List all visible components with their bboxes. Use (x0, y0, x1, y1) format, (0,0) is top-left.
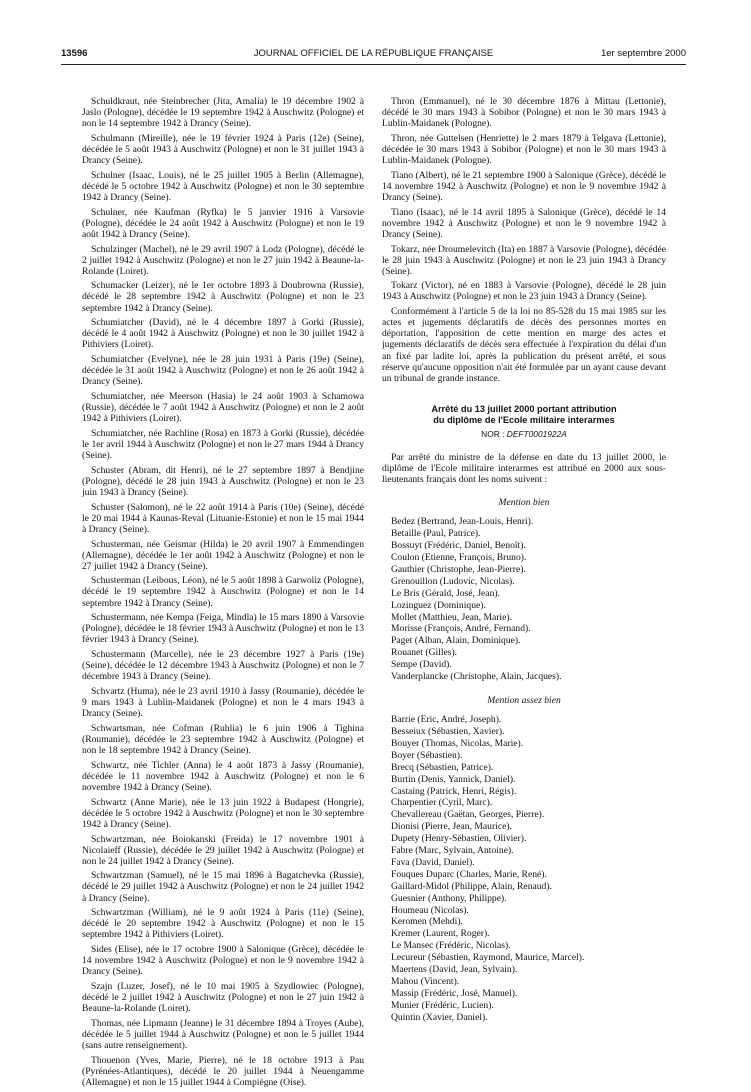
death-notice-entry: Schulmann (Mireille), née le 19 février 1924 à Paris (12e) (Seine), décédée le 5 août 1943 à Auschwitz (Pologne) et non le 31 juillet 1943 à Drancy (Seine). (82, 132, 364, 167)
death-notice-entry: Tiano (Albert), né le 21 septembre 1900 à Salonique (Grèce), décédé le 14 novembre 1942 à Auschwitz (Pologne) et non le 9 novembre 1942 à Drancy (Seine). (382, 169, 666, 203)
death-notice-entry: Schusterman (Leibous, Léon), né le 5 août 1898 à Garwoliz (Pologne), décédé le 19 septembre 1942 à Auschwitz (Pologne) et non le 14 septembre 1942 à Drancy (Seine). (82, 575, 364, 609)
graduate-name: Burtin (Denis, Yannick, Daniel). (391, 773, 516, 785)
page-header (61, 48, 686, 64)
graduate-name: Morisse (François, André, Fernand). (391, 623, 531, 635)
death-notice-entry: Schwartzman (William), né le 9 août 1924 à Paris (11e) (Seine), décédé le 20 septembre 1942 à Auschwitz (Pologne) et non le 15 septembre 1942 à Pithiviers (Loiret). (82, 907, 364, 941)
closing-paragraph: Conformément à l'article 5 de la loi no 85-528 du 15 mai 1985 sur les actes et jugements déclaratifs de décès des personnes mortes en déportation, l'apposition de cette mention en marge des actes et jugements déclaratifs de décès sera effectuée à l'expiration du délai d'un an fixé par ladite loi, après la publication du présent arrêté, et sous réserve qu'aucune opposition n'ait été formulée par un ayant cause devant un tribunal de grande instance. (382, 306, 666, 384)
death-notice-entry: Tiano (Isaac), né le 14 avril 1895 à Salonique (Grèce), décédé le 14 novembre 1942 à Auschwitz (Pologne) et non le 9 novembre 1942 à Drancy (Seine). (382, 206, 666, 240)
death-notice-entry: Thron, née Guttelsen (Henriette) le 2 mars 1879 à Telgava (Lettonie), décédée le 30 mars 1943 à Sobibor (Pologne) et non le 30 mars 1943 à Lublin-Maidanek (Pologne). (382, 132, 666, 167)
death-notice-entry: Tokarz, née Droumelevitch (Ita) en 1887 à Varsovie (Pologne), décédée le 28 juin 1943 à Auschwitz (Pologne) et non le 23 juin 1943 à Drancy (Seine). (382, 243, 666, 277)
death-notice-entry: Schuster (Salomon), né le 22 août 1914 à Paris (10e) (Seine), décédé le 20 mai 1944 à Kaunas-Reval (Lituanie-Estonie) et non le 15 mai 1944 à Drancy (Seine). (82, 501, 364, 535)
arrete-title-line-2: du diplôme de l'Ecole militaire interarmes (433, 414, 615, 425)
death-notice-entry: Schwartzman (Samuel), né le 15 mai 1896 à Bagatchevka (Russie), décédé le 29 juillet 1942 à Auschwitz (Pologne) et non le 24 juillet 1942 à Drancy (Seine). (82, 870, 364, 904)
death-notice-entry: Schwartsman, née Cofman (Ruhlia) le 6 juin 1906 à Tighina (Roumanie), décédée le 23 septembre 1942 à Auschwitz (Pologne) et non le 18 septembre 1942 à Drancy (Seine). (82, 722, 364, 757)
graduate-name: Maertens (David, Jean, Sylvain). (391, 964, 518, 976)
death-notice-entry: Szajn (Luzer, Josef), né le 10 mai 1905 à Szydlowiec (Pologne), décédé le 2 juillet 1942 à Auschwitz (Pologne) et non le 27 juin 1942 à Beaune-la-Rolande (Loiret). (82, 981, 364, 1015)
nor-label: NOR : (481, 428, 505, 439)
graduate-name: Fabre (Marc, Sylvain, Antoine). (391, 845, 514, 857)
graduate-name: Kremer (Laurent, Roger). (391, 928, 490, 940)
death-notice-entry: Schuldkraut, née Steinbrecher (Jita, Amalia) le 19 décembre 1902 à Jaslo (Pologne), décédée le 19 septembre 1942 à Auschwitz (Pologne) et non le 14 septembre 1942 à Drancy (Seine). (82, 96, 364, 130)
mention-assez-bien-heading: Mention assez bien (487, 694, 561, 706)
journal-title: JOURNAL OFFICIEL DE LA RÉPUBLIQUE FRANÇAISE (253, 48, 494, 59)
graduate-name: Grenouillon (Ludovic, Nicolas). (391, 575, 515, 587)
publication-date: 1er septembre 2000 (600, 48, 686, 59)
right-column (382, 96, 666, 1024)
graduate-name: Rouanet (Gilles). (391, 647, 458, 659)
graduate-name: Keromen (Mehdi). (391, 916, 463, 928)
arrete-intro: Par arrêté du ministre de la défense en date du 13 juillet 2000, le diplôme de l'Ecole militaire interarmes est attribué en 2000 aux sous-lieutenants français dont les noms suivent : (382, 451, 666, 486)
death-notice-entry: Schumiatcher, née Rachline (Rosa) en 1873 à Gorki (Russie), décédée le 1er avril 1944 à Auschwitz (Pologne) et non le 27 mars 1944 à Drancy (Seine). (82, 427, 364, 462)
death-notice-entry: Schwartz (Anne Marie), née le 13 juin 1922 à Budapest (Hongrie), décédée le 5 octobre 1942 à Auschwitz (Pologne) et non le 30 septembre 1942 à Drancy (Seine). (82, 796, 364, 830)
death-notice-entry: Schuster (Abram, dit Henri), né le 27 septembre 1897 à Bendjine (Pologne), décédé le 28 juin 1943 à Auschwitz (Pologne) et non le 23 juin 1943 à Drancy (Seine). (82, 464, 364, 498)
graduate-name: Massip (Frédéric, José, Manuel). (391, 987, 518, 999)
death-notice-entry: Thouenon (Yves, Marie, Pierre), né le 18 octobre 1913 à Pau (Pyrénées-Atlantiques), décédé le 20 juillet 1944 à Neuengamme (Allemagne) et non le 15 juillet 1944 à Compiègne (Oise). (82, 1054, 364, 1088)
mention-bien-list (382, 516, 666, 683)
nor-reference (382, 429, 666, 440)
graduate-name: Lecureur (Sébastien, Raymond, Maurice, Marcel). (391, 952, 585, 964)
graduate-name: Vanderplancke (Christophe, Alain, Jacques). (391, 671, 562, 683)
arrete-title-line-1: Arrêté du 13 juillet 2000 portant attribution (431, 403, 617, 414)
graduate-name: Sempe (David). (391, 659, 452, 671)
nor-code: DEFT0001922A (506, 428, 567, 439)
page-number: 13596 (61, 48, 88, 59)
death-notice-entry: Schwartz, née Tichler (Anna) le 4 août 1873 à Jassy (Roumanie), décédée le 11 novembre 1942 à Auschwitz (Pologne) et non le 6 novembre 1942 à Drancy (Seine). (82, 759, 364, 793)
graduate-name: Fava (David, Daniel). (391, 856, 475, 868)
death-notice-entry: Schumacker (Leizer), né le 1er octobre 1893 à Doubrowna (Russie), décédé le 28 septembre 1942 à Auschwitz (Pologne) et non le 23 septembre 1942 à Drancy (Seine). (82, 280, 364, 314)
mention-bien-heading: Mention bien (498, 497, 550, 509)
graduate-name: Brecq (Sébastien, Patrice). (391, 761, 494, 773)
death-notice-entry: Schumiatcher, née Meerson (Hasia) le 24 août 1903 à Schamowa (Russie), décédée le 7 août 1942 à Auschwitz (Pologne) et non le 2 août 1942 à Pithiviers (Loiret). (82, 391, 364, 425)
graduate-name: Mahou (Vincent). (391, 976, 460, 987)
death-notice-entry: Schulner (Isaac, Louis), né le 25 juillet 1905 à Berlin (Allemagne), décédé le 5 octobre 1942 à Auschwitz (Pologne) et non le 30 septembre 1942 à Drancy (Seine). (82, 169, 364, 203)
death-notice-entry: Tokarz (Victor), né en 1883 à Varsovie (Pologne), décédé le 28 juin 1943 à Auschwitz (Pologne) et non le 23 juin 1943 à Drancy (Seine). (382, 280, 666, 303)
death-notice-entry: Thron (Emmanuel), né le 30 décembre 1876 à Mittau (Lettonie), décédé le 30 mars 1943 à Sobibor (Pologne) et non le 30 mars 1943 à Lublin-Maidanek (Pologne). (382, 96, 666, 130)
graduate-name: Barrie (Eric, André, Joseph). (391, 714, 502, 726)
death-notice-entry: Schulner, née Kaufman (Ryfka) le 5 janvier 1916 à Varsovie (Pologne), décédée le 24 août 1942 à Auschwitz (Pologne) et non le 19 août 1942 à Drancy (Seine). (82, 206, 364, 240)
graduate-name: Munier (Frédéric, Lucien). (391, 999, 494, 1011)
header-rule (61, 64, 686, 65)
graduate-name: Bossuyt (Frédéric, Daniel, Benoît). (391, 540, 526, 552)
death-notice-entry: Thomas, née Lipmann (Jeanne) le 31 décembre 1894 à Troyes (Aube), décédée le 5 juillet 1944 à Auschwitz (Pologne) et non le 5 juillet 1944 (sans autre renseignement). (82, 1017, 364, 1052)
graduate-name: Fouques Duparc (Charles, Marie, René). (391, 868, 547, 880)
death-notice-entry: Schwartzman, née Boiokanski (Freida) le 17 novembre 1901 à Nicolaieff (Russie), décédée le 29 juillet 1942 à Auschwitz (Pologne) et non le 24 juillet 1942 à Drancy (Seine). (82, 833, 364, 867)
graduate-name: Quintin (Xavier, Daniel). (391, 1011, 488, 1023)
death-notice-entry: Schulzinger (Machel), né le 29 avril 1907 à Lodz (Pologne), décédé le 2 juillet 1942 à Auschwitz (Pologne) et non le 27 juin 1942 à Beaune-la-Rolande (Loiret). (82, 243, 364, 277)
death-notice-entry: Schustermann, née Kempa (Feiga, Mindla) le 15 mars 1890 à Varsovie (Pologne), décédée le 18 février 1943 à Auschwitz (Pologne) et non le 13 février 1943 à Drancy (Seine). (82, 612, 364, 646)
graduate-name: Coulon (Etienne, François, Bruno). (391, 552, 527, 563)
graduate-name: Le Bris (Gérald, José, Jean). (391, 587, 500, 599)
graduate-name: Dionisi (Pierre, Jean, Maurice). (391, 821, 512, 833)
graduate-name: Bouyer (Thomas, Nicolas, Marie). (391, 737, 524, 749)
graduate-name: Gaillard-Midol (Philippe, Alain, Renaud). (391, 880, 552, 892)
death-notice-entry: Schumiatcher (David), né le 4 décembre 1897 à Gorki (Russie), décédé le 4 août 1942 à Auschwitz (Pologne) et non le 30 juillet 1942 à Pithiviers (Loiret). (82, 317, 364, 351)
graduate-name: Charpentier (Cyril, Marc). (391, 797, 493, 809)
death-notices-list-continued (382, 96, 666, 303)
graduate-name: Guesnier (Anthony, Philippe). (391, 892, 507, 904)
graduate-name: Gauthier (Christophe, Jean-Pierre). (391, 563, 526, 575)
graduate-name: Paget (Alban, Alain, Dominique). (391, 635, 521, 647)
mention-assez-bien-list (382, 714, 666, 1024)
death-notice-entry: Schumiatcher (Evelyne), née le 28 juin 1931 à Paris (19e) (Seine), décédée le 31 août 1942 à Auschwitz (Pologne) et non le 26 août 1942 à Drancy (Seine). (82, 354, 364, 388)
graduate-name: Dupety (Henry-Sébastien, Olivier). (391, 833, 527, 845)
death-notices-list (82, 96, 364, 1088)
left-column (82, 96, 364, 1092)
graduate-name: Castaing (Patrick, Henri, Régis). (391, 785, 517, 797)
graduate-name: Mollet (Matthieu, Jean, Marie). (391, 611, 512, 623)
graduate-name: Boyer (Sébastien). (391, 749, 463, 761)
graduate-name: Lozinguez (Dominique). (391, 599, 486, 611)
death-notice-entry: Sides (Elise), née le 17 octobre 1900 à Salonique (Grèce), décédée le 14 novembre 1942 à Auschwitz (Pologne) et non le 9 novembre 1942 à Drancy (Seine). (82, 944, 364, 978)
graduate-name: Le Mansec (Frédéric, Nicolas). (391, 940, 511, 952)
death-notice-entry: Schvartz (Huma), née le 23 avril 1910 à Jassy (Roumanie), décédée le 9 mars 1943 à Lublin-Maidanek (Pologne) et non le 4 mars 1943 à Drancy (Seine). (82, 686, 364, 720)
graduate-name: Houmeau (Nicolas). (391, 904, 469, 916)
graduate-name: Besseiux (Sébastien, Xavier). (391, 725, 505, 737)
graduate-name: Chevallereau (Gaëtan, Georges, Pierre). (391, 809, 545, 821)
arrete-title (382, 404, 666, 426)
death-notice-entry: Schusterman, née Geismar (Hilda) le 20 avril 1907 à Emmendingen (Allemagne), décédée le 1er août 1942 à Auschwitz (Pologne) et non le 27 juillet 1942 à Drancy (Seine). (82, 538, 364, 572)
graduate-name: Betaille (Paul, Patrice). (391, 528, 481, 540)
graduate-name: Bedez (Bertrand, Jean-Louis, Henri). (391, 516, 534, 528)
death-notice-entry: Schustermann (Marcelle), née le 23 décembre 1927 à Paris (19e) (Seine), décédée le 12 décembre 1943 à Auschwitz (Pologne) et non le 7 décembre 1943 à Drancy (Seine). (82, 649, 364, 683)
